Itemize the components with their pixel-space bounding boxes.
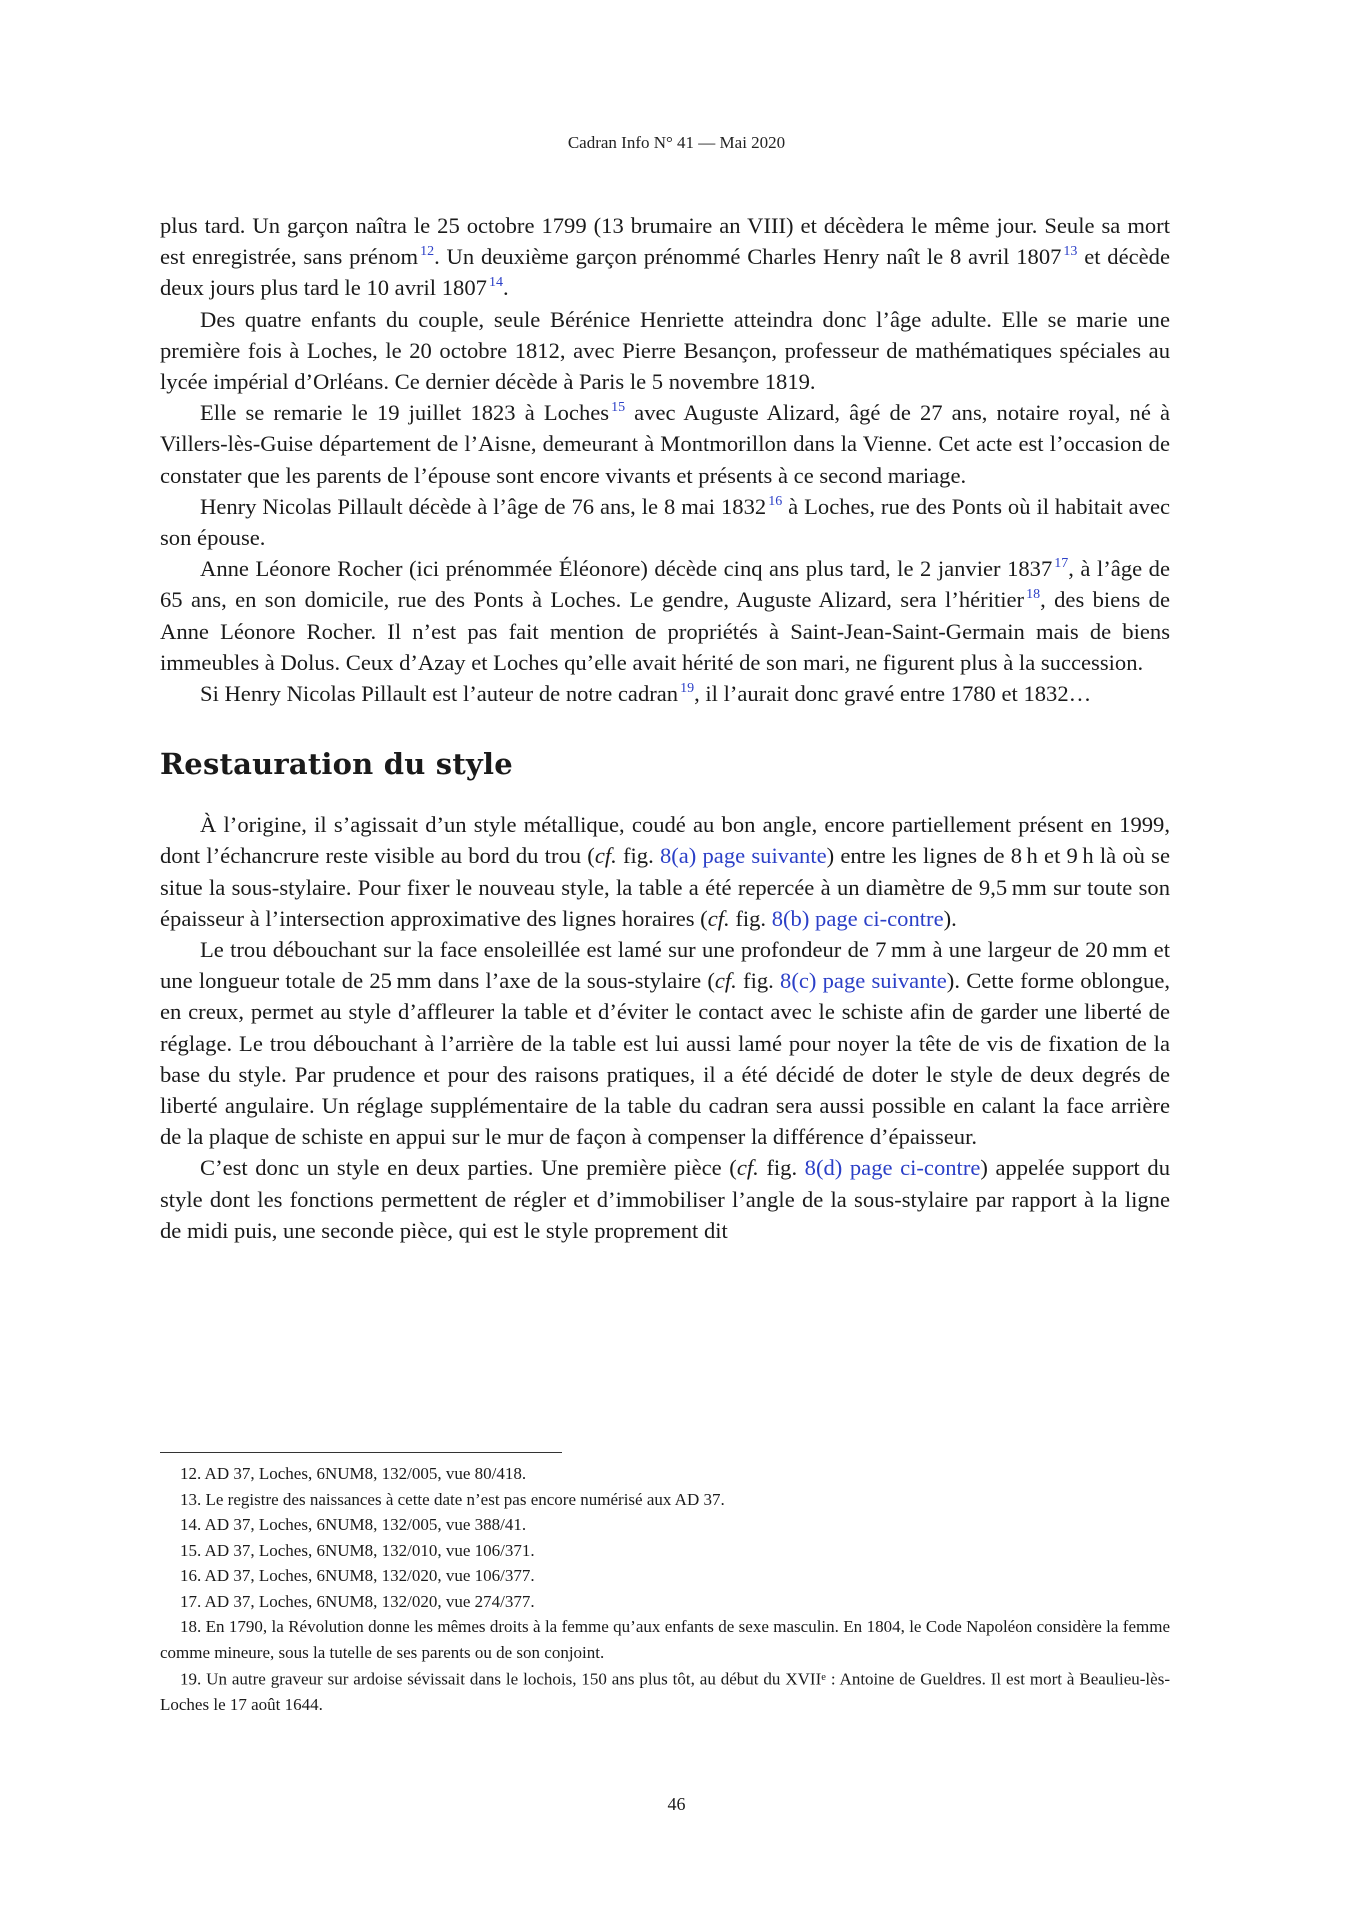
text-span: à Loches, rue des Ponts où il habitait avec son épouse. bbox=[160, 493, 1171, 551]
cf-abbrev: cf. bbox=[736, 1155, 759, 1181]
footnote-ref-16[interactable]: 16 bbox=[768, 493, 783, 509]
paragraph-3 bbox=[160, 397, 1170, 491]
paragraph-6 bbox=[160, 678, 1170, 709]
text-span: ). Cette forme oblongue, en creux, permet au style d’affleurer la table et d’éviter le contact avec le schiste afin de garder une liberté de réglage. Le trou débouchant à l’arrière de la table est lui aussi lamé pour noyer la tête de vis de fixation de la base du style. Par prudence et pour des raisons pratiques, il a été décidé de doter le style de deux degrés de liberté angulaire. Un réglage supplémentaire de la table du cadran sera aussi possible en calant la face arrière de la plaque de schiste en appui sur le mur de façon à compenser la différence d’épaisseur. bbox=[160, 968, 1170, 1150]
page-number: 46 bbox=[667, 1794, 686, 1814]
text-span: et décède deux jours plus tard le 10 avril 1807 bbox=[160, 244, 1170, 301]
footnote-14: 14. AD 37, Loches, 6NUM8, 132/005, vue 388/41. bbox=[180, 1515, 527, 1534]
footnote-12: 12. AD 37, Loches, 6NUM8, 132/005, vue 80/418. bbox=[180, 1464, 527, 1483]
text-span: Le trou débouchant sur la face ensoleillée est lamé sur une profondeur de 7 mm à une largeur de 20 mm et une longueur totale de 25 mm dans l’axe de la sous-stylaire ( bbox=[160, 937, 1170, 994]
running-header: Cadran Info N° 41 — Mai 2020 bbox=[567, 133, 786, 152]
section-heading: Restauration du style bbox=[160, 747, 513, 782]
cf-abbrev: cf. bbox=[707, 905, 730, 931]
paragraph-5 bbox=[160, 553, 1170, 678]
text-span: ) entre les lignes de 8 h et 9 h là où se situe la sous-stylaire. Pour fixer le nouveau style, la table a été repercée à un diamètre de 9,5 mm sur toute son épaisseur à l’intersection approximative des lignes horaires ( bbox=[160, 843, 1170, 931]
figure-link-8b[interactable]: 8(b) page ci-contre bbox=[771, 905, 944, 931]
text-span: Anne Léonore Rocher (ici prénommée Éléonore) décède cinq ans plus tard, le 2 janvier 1837 bbox=[200, 556, 1053, 582]
paragraph-4 bbox=[160, 491, 1170, 553]
text-span: ). bbox=[943, 905, 957, 931]
paragraph-2: Des quatre enfants du couple, seule Bérénice Henriette atteindra donc l’âge adulte. Elle se marie une première fois à Loches, le 20 octobre 1812, avec Pierre Besançon, professeur de mathématiques spéciales au lycée impérial d’Orléans. Ce dernier décède à Paris le 5 novembre 1819. bbox=[160, 306, 1170, 395]
section-paragraph-2 bbox=[160, 934, 1170, 1152]
footnote-separator bbox=[160, 1452, 562, 1453]
figure-link-8c[interactable]: 8(c) page suivante bbox=[780, 968, 947, 994]
footnote-ref-14[interactable]: 14 bbox=[488, 275, 503, 291]
footnote-ref-18[interactable]: 18 bbox=[1026, 587, 1041, 603]
text-span: . bbox=[502, 275, 509, 301]
text-span: fig. bbox=[729, 905, 772, 931]
footnote-ref-19[interactable]: 19 bbox=[680, 681, 695, 697]
footnote-13: 13. Le registre des naissances à cette date n’est pas encore numérisé aux AD 37. bbox=[180, 1489, 725, 1509]
footnote-15: 15. AD 37, Loches, 6NUM8, 132/010, vue 106/371. bbox=[180, 1540, 535, 1560]
section-paragraph-1 bbox=[160, 809, 1170, 934]
paragraph-1 bbox=[160, 210, 1170, 304]
footnote-ref-15[interactable]: 15 bbox=[611, 400, 626, 416]
footnote-18: 18. En 1790, la Révolution donne les mêmes droits à la femme qu’aux enfants de sexe masculin. En 1804, le Code Napoléon considère la femme comme mineure, sous la tutelle de ses parents ou de son conjoint. bbox=[160, 1617, 1170, 1662]
footnote-ref-13[interactable]: 13 bbox=[1063, 244, 1078, 260]
section-paragraph-3 bbox=[160, 1152, 1170, 1246]
figure-link-8a[interactable]: 8(a) page suivante bbox=[659, 843, 827, 869]
text-span: À l’origine, il s’agissait d’un style métallique, coudé au bon angle, encore partiellement présent en 1999, dont l’échancrure reste visible au bord du trou ( bbox=[160, 812, 1170, 869]
footnotes bbox=[160, 1461, 1170, 1718]
text-span: Henry Nicolas Pillault décède à l’âge de 76 ans, le 8 mai 1832 bbox=[200, 493, 767, 519]
text-span: Si Henry Nicolas Pillault est l’auteur de notre cadran bbox=[200, 681, 679, 707]
text-span: avec Auguste Alizard, âgé de 27 ans, notaire royal, né à Villers-lès-Guise département de l’Aisne, demeurant à Montmorillon dans la Vienne. Cet acte est l’occasion de constater que les parents de l’épouse sont encore vivants et présents à ce second mariage. bbox=[160, 400, 1170, 488]
century-superscript: e bbox=[821, 1672, 826, 1683]
text-span: fig. bbox=[736, 968, 781, 994]
footnote-16: 16. AD 37, Loches, 6NUM8, 132/020, vue 106/377. bbox=[180, 1566, 535, 1585]
footnote-ref-17[interactable]: 17 bbox=[1054, 556, 1069, 572]
text-span: fig. bbox=[616, 843, 660, 869]
figure-link-8d[interactable]: 8(d) page ci-contre bbox=[804, 1155, 981, 1181]
text-span: 19. Un autre graveur sur ardoise sévissait dans le lochois, 150 ans plus tôt, au début du XVII bbox=[180, 1669, 822, 1689]
text-span: C’est donc un style en deux parties. Une première pièce ( bbox=[200, 1155, 737, 1181]
footnote-ref-12[interactable]: 12 bbox=[420, 244, 435, 260]
footnote-19 bbox=[160, 1665, 1170, 1718]
text-span: plus tard. Un garçon naîtra le 25 octobre 1799 (13 brumaire an VIII) et décèdera le même jour. Seule sa mort est enregistrée, sans prénom bbox=[160, 213, 1170, 270]
text-span: . Un deuxième garçon prénommé Charles Henry naît le 8 avril 1807 bbox=[434, 244, 1062, 270]
text-span: ) appelée support du style dont les fonctions permettent de régler et d’immobiliser l’angle de la sous-stylaire par rapport à la ligne de midi puis, une seconde pièce, qui est le style proprement dit bbox=[160, 1155, 1170, 1243]
cf-abbrev: cf. bbox=[714, 968, 737, 994]
text-span: Elle se remarie le 19 juillet 1823 à Loches bbox=[200, 400, 610, 426]
cf-abbrev: cf. bbox=[594, 843, 617, 869]
main-text bbox=[160, 210, 1170, 1246]
text-span: fig. bbox=[758, 1155, 805, 1181]
text-span: , à l’âge de 65 ans, en son domicile, rue des Ponts à Loches. Le gendre, Auguste Alizard, sera l’héritier bbox=[160, 556, 1170, 613]
text-span: , il l’aurait donc gravé entre 1780 et 1832… bbox=[694, 681, 1092, 707]
text-span: , des biens de Anne Léonore Rocher. Il n’est pas fait mention de propriétés à Saint-Jean-Saint-Germain mais de biens immeubles à Dolus. Ceux d’Azay et Loches qu’elle avait hérité de son mari, ne figurent plus à la succession. bbox=[160, 587, 1171, 675]
text-span: : Antoine de Gueldres. Il est mort à Beaulieu-lès-Loches le 17 août 1644. bbox=[160, 1669, 1170, 1715]
footnote-17: 17. AD 37, Loches, 6NUM8, 132/020, vue 274/377. bbox=[180, 1591, 535, 1611]
